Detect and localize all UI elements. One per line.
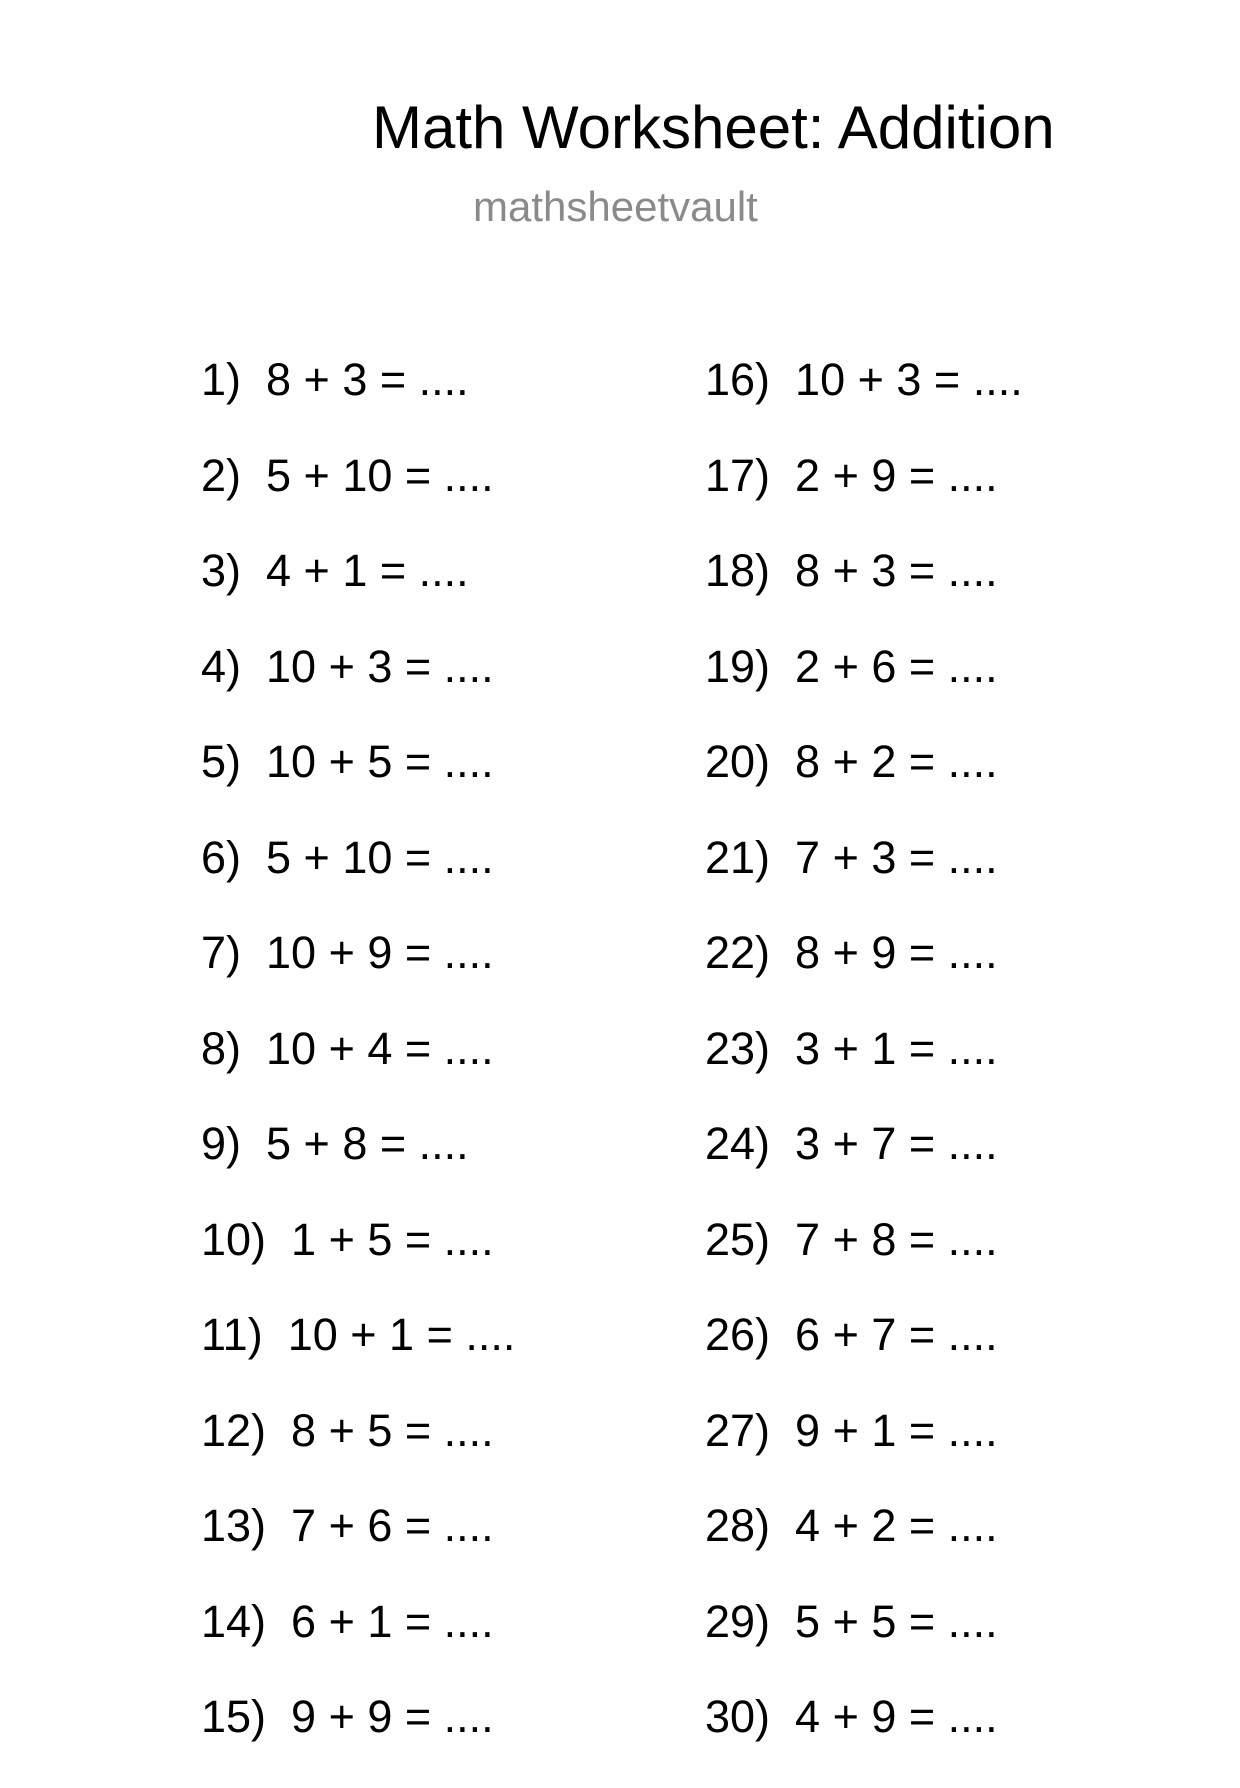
problem-27: 27) 9 + 1 = .... [705, 1404, 998, 1456]
problem-7: 7) 10 + 9 = .... [201, 927, 494, 978]
problem-26: 26) 6 + 7 = .... [705, 1309, 998, 1360]
problem-10: 10) 1 + 5 = .... [201, 1213, 494, 1265]
problem-3: 3) 4 + 1 = .... [201, 545, 469, 596]
problem-30: 30) 4 + 9 = .... [705, 1691, 998, 1742]
problem-8: 8) 10 + 4 = .... [201, 1022, 494, 1074]
problems-column-right [705, 355, 1023, 1788]
problem-6: 6) 5 + 10 = .... [201, 831, 494, 883]
problem-2: 2) 5 + 10 = .... [201, 449, 494, 501]
problem-11: 11) 10 + 1 = .... [201, 1309, 516, 1360]
problem-16: 16) 10 + 3 = .... [705, 354, 1023, 405]
problem-17: 17) 2 + 9 = .... [705, 449, 998, 501]
problems-column-left [201, 355, 515, 1788]
problem-12: 12) 8 + 5 = .... [201, 1404, 494, 1456]
problem-1: 1) 8 + 3 = .... [201, 354, 469, 405]
problem-14: 14) 6 + 1 = .... [201, 1595, 494, 1647]
problem-29: 29) 5 + 5 = .... [705, 1595, 998, 1647]
problem-21: 21) 7 + 3 = .... [705, 831, 998, 883]
problem-23: 23) 3 + 1 = .... [705, 1022, 998, 1074]
problem-24: 24) 3 + 7 = .... [705, 1118, 998, 1169]
problem-25: 25) 7 + 8 = .... [705, 1213, 998, 1265]
worksheet-title: Math Worksheet: Addition [372, 94, 1055, 161]
problem-15: 15) 9 + 9 = .... [201, 1691, 494, 1742]
problem-19: 19) 2 + 6 = .... [705, 640, 998, 692]
problem-4: 4) 10 + 3 = .... [201, 640, 494, 692]
problem-28: 28) 4 + 2 = .... [705, 1500, 998, 1551]
worksheet-subtitle: mathsheetvault [473, 183, 758, 230]
problem-5: 5) 10 + 5 = .... [201, 736, 494, 787]
problem-9: 9) 5 + 8 = .... [201, 1118, 469, 1169]
problem-18: 18) 8 + 3 = .... [705, 545, 998, 596]
problem-13: 13) 7 + 6 = .... [201, 1500, 494, 1551]
problem-20: 20) 8 + 2 = .... [705, 736, 998, 787]
problem-22: 22) 8 + 9 = .... [705, 927, 998, 978]
